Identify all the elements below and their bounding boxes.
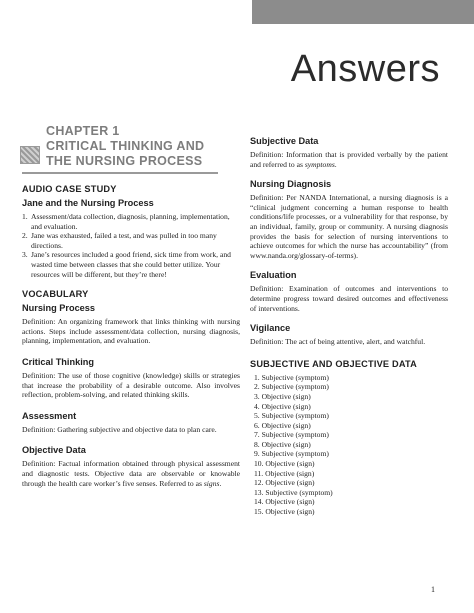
list-item: 15. Objective (sign)	[254, 507, 315, 517]
list-item: 2. Jane was exhausted, failed a test, and was pulled in too many directions.	[22, 231, 217, 250]
header-gray-bar	[252, 0, 474, 24]
list-item: 9. Subjective (symptom)	[254, 449, 329, 459]
term-nursing-diagnosis: Nursing Diagnosis	[250, 179, 332, 190]
chapter-title-line-1: CRITICAL THINKING AND	[46, 139, 205, 153]
list-item: 5. Subjective (symptom)	[254, 411, 329, 421]
list-item: 1. Assessment/data collection, diagnosis, planning, implementation, and evaluation.	[22, 212, 230, 231]
definition-critical-thinking: Definition: The use of those cognitive (knowledge) skills or strategies that increase the probability of a desirable outcome. Also involves reflection, problem-solving, and related thinking skills.	[22, 370, 240, 400]
chapter-heading	[46, 124, 240, 174]
definition-subjective-data: Definition: Information that is provided verbally by the patient and referred to as symptoms.	[250, 150, 448, 169]
list-item: 4. Objective (sign)	[254, 401, 311, 411]
list-item: 8. Objective (sign)	[254, 439, 311, 449]
term-subjective-data: Subjective Data	[250, 136, 319, 146]
chapter-icon	[20, 146, 40, 164]
list-item: 2. Subjective (symptom)	[254, 382, 329, 392]
list-item: 14. Objective (sign)	[254, 497, 315, 507]
list-item: 10. Objective (sign)	[254, 459, 315, 469]
audio-case-study-subheading: Jane and the Nursing Process	[22, 198, 154, 208]
chapter-divider	[22, 172, 218, 174]
term-vigilance: Vigilance	[250, 323, 291, 334]
definition-nursing-diagnosis: Definition: Per NANDA International, a nursing diagnosis is a “clinical judgment concerning a human response to health conditions/life processes, or a vulnerability for that response, by an individual, family, group or community. A nursing diagnosis provides the basis for selection of nursing interventions to achieve outcomes for which the nurse has accountability” (from www.nanda.org/glossary-of-terms).	[250, 193, 448, 260]
list-item: 6. Objective (sign)	[254, 420, 311, 430]
definition-vigilance: Definition: The act of being attentive, alert, and watchful.	[250, 337, 426, 347]
subjective-objective-heading: SUBJECTIVE AND OBJECTIVE DATA	[250, 358, 417, 369]
chapter-number: CHAPTER 1	[46, 124, 120, 138]
list-item: 3. Jane’s resources included a good friend, sick time from work, and wasted time between classes that she could better utilize. Your resources will be different, but they’re there!	[22, 250, 231, 279]
chapter-title-line-2: THE NURSING PROCESS	[46, 154, 203, 168]
list-item: 13. Subjective (symptom)	[254, 487, 333, 497]
term-critical-thinking: Critical Thinking	[22, 356, 94, 367]
page-number: 1	[431, 585, 435, 594]
list-item: 11. Objective (sign)	[254, 468, 315, 478]
term-objective-data: Objective Data	[22, 445, 86, 456]
subjective-objective-list	[254, 373, 448, 517]
term-nursing-process: Nursing Process	[22, 303, 96, 314]
left-column	[22, 124, 240, 488]
right-column	[250, 136, 448, 517]
list-item: 7. Subjective (symptom)	[254, 430, 329, 440]
page-title: Answers	[290, 48, 440, 90]
vocabulary-heading: VOCABULARY	[22, 289, 89, 300]
term-assessment: Assessment	[22, 410, 77, 421]
audio-case-study-heading: AUDIO CASE STUDY	[22, 184, 117, 194]
audio-case-list	[22, 212, 240, 279]
definition-objective-data: Definition: Factual information obtained through physical assessment and diagnostic tests. Objective data are observable or knowable through the health care worker’s five senses. Referred to as signs.	[22, 459, 240, 488]
term-evaluation: Evaluation	[250, 270, 297, 281]
list-item: 12. Objective (sign)	[254, 478, 315, 488]
definition-assessment: Definition: Gathering subjective and objective data to plan care.	[22, 424, 217, 434]
list-item: 1. Subjective (symptom)	[254, 372, 329, 382]
header-band	[0, 0, 474, 24]
list-item: 3. Objective (sign)	[254, 391, 311, 401]
definition-evaluation: Definition: Examination of outcomes and interventions to determine progress toward desired outcomes and effectiveness of interventions.	[250, 284, 448, 313]
definition-nursing-process: Definition: An organizing framework that links thinking with nursing actions. Steps include assessment/data collection, nursing diagnosis, planning, implementation, and evaluation.	[22, 317, 240, 346]
